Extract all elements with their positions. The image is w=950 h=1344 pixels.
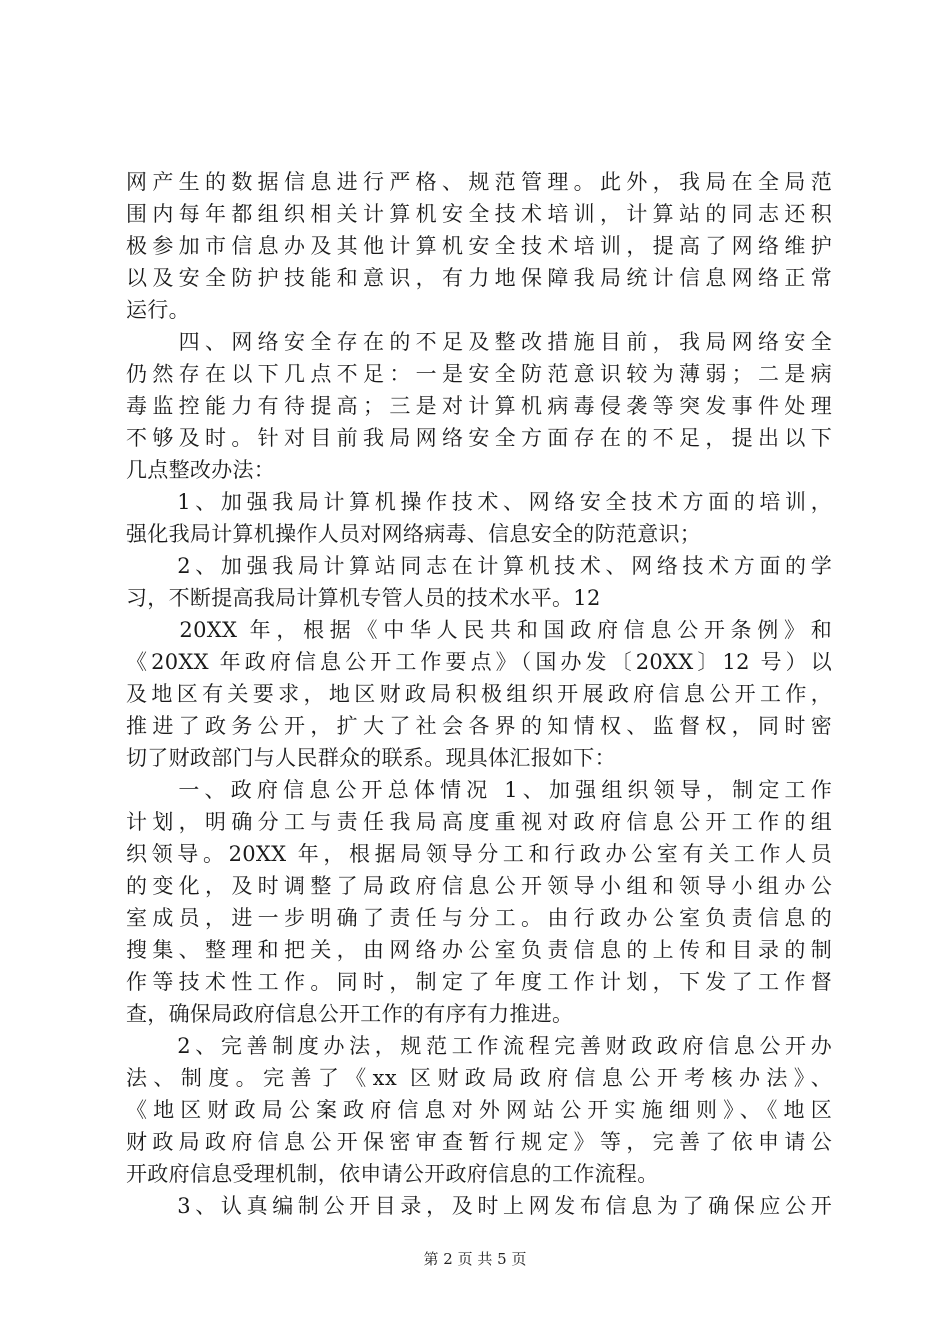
text-line: 一、政府信息公开总体情况 1、加强组织领导，制定工作	[126, 778, 832, 802]
text-line: 极参加市信息办及其他计算机安全技术培训，提高了网络维护	[126, 234, 832, 258]
body-text	[126, 166, 832, 1222]
text-line: 室成员，进一步明确了责任与分工。由行政办公室负责信息的	[126, 906, 832, 930]
text-line: 2、完善制度办法，规范工作流程完善财政政府信息公开办	[126, 1034, 832, 1058]
text-line: 运行。	[126, 298, 190, 322]
text-line: 推进了政务公开，扩大了社会各界的知情权、监督权，同时密	[126, 714, 832, 738]
text-line: 财政局政府信息公开保密审查暂行规定》等，完善了依申请公	[126, 1130, 832, 1154]
text-line: 习，不断提高我局计算机专管人员的技术水平。12	[126, 586, 601, 610]
text-line: 作等技术性工作。同时，制定了年度工作计划，下发了工作督	[126, 970, 832, 994]
text-line: 1、加强我局计算机操作技术、网络安全技术方面的培训，	[126, 490, 832, 514]
text-line: 切了财政部门与人民群众的联系。现具体汇报如下：	[126, 746, 616, 770]
text-line: 3、认真编制公开目录，及时上网发布信息为了确保应公开	[126, 1194, 832, 1218]
text-line: 20XX 年，根据《中华人民共和国政府信息公开条例》和	[126, 618, 832, 642]
page-number: 第 2 页 共 5 页	[423, 1250, 527, 1268]
text-line: 《地区财政局公案政府信息对外网站公开实施细则》、《地区	[126, 1098, 832, 1122]
text-line: 《20XX 年政府信息公开工作要点》（国办发〔20XX〕12 号）以	[126, 650, 832, 674]
text-line: 仍然存在以下几点不足：一是安全防范意识较为薄弱；二是病	[126, 362, 832, 386]
text-line: 以及安全防护技能和意识，有力地保障我局统计信息网络正常	[126, 266, 832, 290]
text-line: 几点整改办法：	[126, 458, 276, 482]
text-line: 毒监控能力有待提高；三是对计算机病毒侵袭等突发事件处理	[126, 394, 832, 418]
text-line: 开政府信息受理机制，依申请公开政府信息的工作流程。	[126, 1162, 659, 1186]
text-line: 计划，明确分工与责任我局高度重视对政府信息公开工作的组	[126, 810, 832, 834]
text-line: 不够及时。针对目前我局网络安全方面存在的不足，提出以下	[126, 426, 832, 450]
text-line: 及地区有关要求，地区财政局积极组织开展政府信息公开工作，	[126, 682, 832, 706]
text-line: 法、制度。完善了《xx 区财政局政府信息公开考核办法》、	[126, 1066, 832, 1090]
text-line: 织领导。20XX 年，根据局领导分工和行政办公室有关工作人员	[126, 842, 832, 866]
text-line: 查，确保局政府信息公开工作的有序有力推进。	[126, 1002, 574, 1026]
text-line: 2、加强我局计算站同志在计算机技术、网络技术方面的学	[126, 554, 832, 578]
text-line: 四、网络安全存在的不足及整改措施目前，我局网络安全	[126, 330, 832, 354]
text-line: 围内每年都组织相关计算机安全技术培训，计算站的同志还积	[126, 202, 832, 226]
text-line: 的变化，及时调整了局政府信息公开领导小组和领导小组办公	[126, 874, 832, 898]
text-line: 搜集、整理和把关，由网络办公室负责信息的上传和目录的制	[126, 938, 832, 962]
text-line: 强化我局计算机操作人员对网络病毒、信息安全的防范意识；	[126, 522, 702, 546]
page-footer	[0, 1249, 950, 1269]
text-line: 网产生的数据信息进行严格、规范管理。此外，我局在全局范	[126, 170, 832, 194]
